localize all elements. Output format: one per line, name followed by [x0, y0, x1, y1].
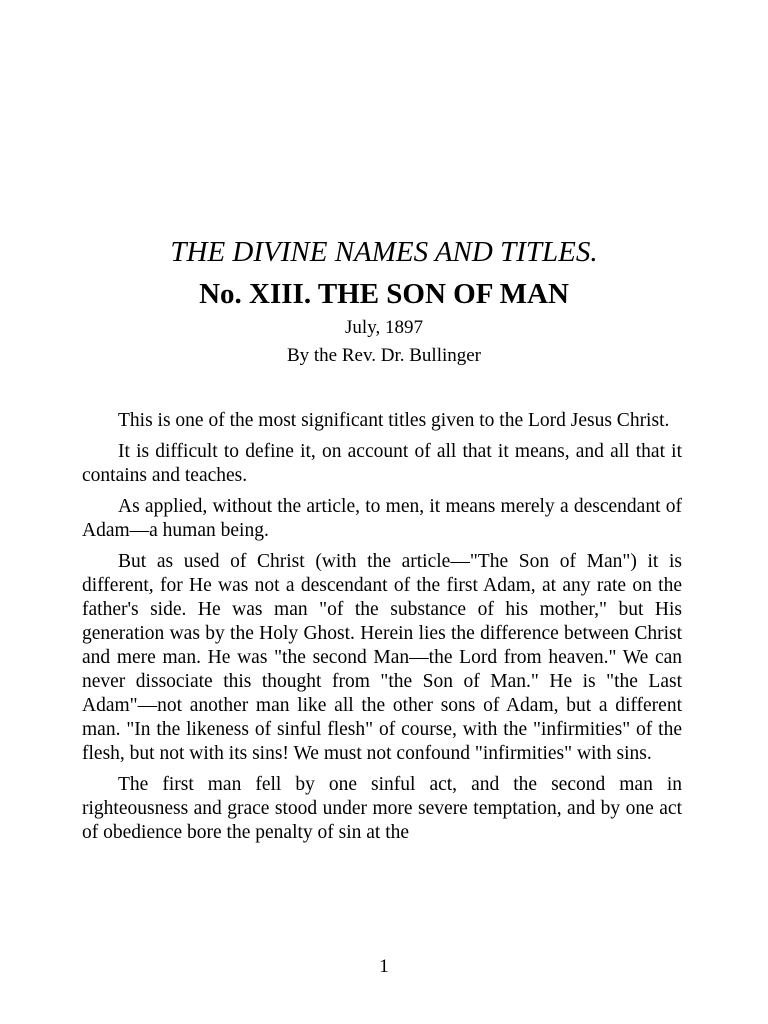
paragraph-1: This is one of the most significant titles given to the Lord Jesus Christ.	[118, 410, 670, 431]
paragraph-5: The first man fell by one sinful act, and the second man in righteousness and grace stood under more severe temptation, and by one act of obedience bore the penalty of sin at the	[82, 774, 682, 843]
paragraph-3: As applied, without the article, to men, it means merely a descendant of Adam—a human being.	[82, 496, 682, 541]
series-title: THE DIVINE NAMES AND TITLES.	[170, 236, 598, 268]
author-byline: By the Rev. Dr. Bullinger	[286, 345, 482, 366]
publication-date: July, 1897	[345, 317, 423, 338]
paragraph-4: But as used of Christ (with the article—"The Son of Man") it is different, for He was not a descendant of the first Adam, at any rate on the father's side. He was man "of the substance of his mother," but His generation was by the Holy Ghost. Herein lies the difference between Christ and mere man. He was "the second Man—the Lord from heaven." We can never dissociate this thought from "the Son of Man." He is "the Last Adam"—not another man like all the other sons of Adam, but a different man. "In the likeness of sinful flesh" of course, with the "infirmities" of the flesh, but not with its sins! We must not confound "infirmities" with sins.	[82, 551, 682, 764]
article-body	[82, 409, 682, 852]
paragraph-2: It is difficult to define it, on account of all that it means, and all that it contains and teaches.	[82, 441, 682, 486]
article-title: No. XIII. THE SON OF MAN	[199, 278, 569, 310]
page-number: 1	[379, 956, 389, 977]
